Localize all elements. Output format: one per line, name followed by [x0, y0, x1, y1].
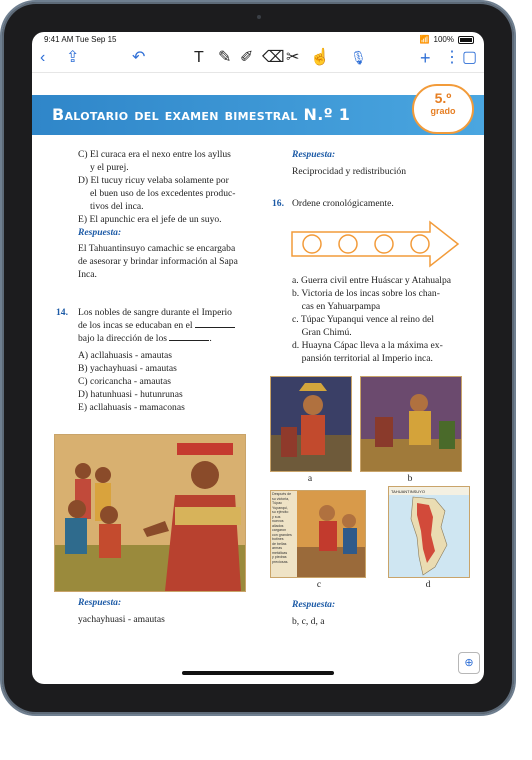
timeline-slot-3[interactable] [375, 235, 393, 253]
screen [32, 32, 484, 684]
option-d: D) El tucuy ricuy velaba solamente por [78, 175, 229, 186]
grade-number: 5.º [434, 90, 452, 106]
q16-option-b-cont: cas en Yahuarpampa [292, 301, 381, 312]
q14-option-b: B) yachayhuasi - amautas [78, 363, 177, 374]
illustration-yachayhuasi [54, 434, 246, 592]
scissors-icon[interactable]: ✂ [286, 49, 300, 66]
caption-line: metálicas [272, 550, 288, 555]
q16-option-d-cont: pansión territorial al Imperio inca. [292, 353, 433, 364]
status-right [420, 35, 474, 44]
timeline-slot-1[interactable] [303, 235, 321, 253]
back-button[interactable]: ‹ [40, 49, 46, 66]
grade-badge [412, 84, 474, 134]
mic-icon[interactable]: 🎙 [350, 50, 367, 65]
right-top [292, 148, 468, 178]
left-column [78, 148, 268, 281]
timeline-arrow [290, 220, 460, 268]
illustration-yachayhuasi-art [55, 435, 245, 591]
answer2-label: Respuesta: [78, 597, 122, 608]
text-tool-icon[interactable]: T [194, 49, 204, 66]
left-answer-bottom [78, 596, 268, 626]
answer-right-text: Reciprocidad y redistribución [292, 166, 407, 177]
q16-options [292, 274, 468, 365]
q14-option-a: A) acllahuasis - amautas [78, 350, 173, 361]
q16-text: Ordene cronológicamente. [292, 198, 394, 209]
answer-label: Respuesta: [78, 227, 122, 238]
toolbar [32, 46, 484, 73]
answer-right2-label: Respuesta: [292, 599, 336, 610]
q16-option-a: a. Guerra civil entre Huáscar y Atahualpa [292, 275, 452, 286]
exam-title: Balotario del examen bimestral N.º 1 [52, 105, 351, 124]
q14: Los nobles de sangre durante el Imperio de los incas se educaban en el bajo la dirección de los . A) acllahuasis - amautas B) yachayhuasi - amautas C) coricancha - amautas D) hatunhuasi - hutunrunas E) acllahuasis - mamaconas [78, 306, 273, 414]
answer-right2-text: b, c, d, a [292, 616, 325, 627]
status-bar [32, 32, 484, 46]
grade-label: grado [430, 106, 456, 116]
option-e: E) El apunchic era el jefe de un suyo. [78, 214, 222, 225]
answer2-text: yachayhuasi - amautas [78, 614, 165, 625]
image-a [270, 376, 352, 472]
camera-dot [257, 15, 261, 19]
caption-line: preciosas. [272, 559, 289, 564]
answer-text-line1: El Tahuantinsuyo camachic se encargaba [78, 243, 236, 254]
caption-line: Después de [272, 492, 292, 496]
caption-line: Yupanqui, [272, 505, 288, 510]
battery-percent: 100% [433, 35, 454, 44]
q14-number-wrap [56, 306, 78, 319]
eraser-icon[interactable]: ⌫ [262, 49, 285, 66]
q14-line1: Los nobles de sangre durante el Imperio [78, 307, 232, 318]
hand-icon[interactable]: ☝ [310, 49, 330, 66]
right-answer-bottom [292, 598, 468, 628]
battery-icon [458, 36, 474, 44]
image-a-art [271, 377, 351, 471]
answer-text-line2: de asesorar y brindar información al Sapa [78, 256, 238, 267]
caption-line: nuevos [272, 519, 284, 523]
more-button[interactable]: ⋮ [444, 49, 460, 66]
image-a-label: a [307, 473, 313, 484]
q14-line2: de los incas se educaban en el [78, 320, 193, 331]
image-d-art [389, 487, 469, 577]
caption-line: botines [272, 537, 284, 541]
image-c-label: c [316, 579, 322, 590]
option-c-cont: y el purej. [90, 162, 129, 173]
q14-line3: bajo la dirección de los [78, 333, 167, 344]
q16-number-wrap [272, 197, 290, 210]
timeline-slot-4[interactable] [411, 235, 429, 253]
share-icon[interactable]: ⇪ [66, 49, 80, 66]
q16-option-b: b. Victoria de los incas sobre los chan- [292, 288, 440, 299]
answer-right-label: Respuesta: [292, 149, 336, 160]
caption-line: con grandes [272, 532, 292, 537]
undo-icon[interactable]: ↶ [132, 49, 146, 66]
option-c: C) El curaca era el nexo entre los ayllus [78, 149, 231, 160]
status-time: 9:41 AM Tue Sep 15 [44, 35, 117, 44]
image-c [270, 490, 366, 578]
option-d-cont2: tivos del inca. [90, 201, 144, 212]
pages-icon[interactable]: ▢ [462, 49, 478, 66]
image-d-label: d [425, 579, 431, 590]
pen-icon[interactable]: ✎ [218, 49, 232, 66]
image-b-art [361, 377, 461, 471]
answer-text-line3: Inca. [78, 269, 97, 280]
image-c-caption [272, 492, 296, 564]
caption-line: aliados [272, 523, 284, 528]
blank-2 [169, 332, 209, 341]
wifi-icon: 📶 [419, 35, 430, 44]
caption-line: armas [272, 546, 282, 550]
caption-line: cargaron [272, 528, 287, 532]
option-d-cont: el buen uso de los excedentes produc- [90, 188, 236, 199]
blank-1 [195, 319, 235, 328]
caption-line: y piedras [272, 555, 287, 559]
add-button[interactable]: + [420, 48, 431, 68]
document-page [32, 84, 484, 654]
caption-line: Túpac [272, 501, 282, 505]
caption-line: de bellas [272, 541, 287, 546]
timeline-slot-2[interactable] [339, 235, 357, 253]
image-d-map [388, 486, 470, 578]
q14-option-c: C) coricancha - amautas [78, 376, 171, 387]
timeline-arrow-svg [290, 220, 460, 268]
q14-option-d: D) hatunhuasi - hutunrunas [78, 389, 183, 400]
image-d-title: TAHUANTINSUYO [391, 489, 425, 494]
image-c-art [297, 491, 365, 577]
caption-line: y sus [272, 514, 281, 519]
image-b [360, 376, 462, 472]
q16-option-c: c. Túpac Yupanqui vence al reino del [292, 314, 434, 325]
q14-option-e: E) acllahuasis - mamaconas [78, 402, 185, 413]
caption-line: su victoria, [272, 496, 290, 501]
q16-number: 16. [272, 198, 284, 209]
q16-title [292, 197, 468, 210]
q14-number: 14. [56, 307, 68, 318]
home-indicator[interactable] [182, 671, 334, 675]
q16-option-d: d. Huayna Cápac lleva a la máxima ex- [292, 340, 443, 351]
image-b-label: b [407, 473, 413, 484]
caption-line: su ejército [272, 510, 289, 514]
highlighter-icon[interactable]: ✐ [240, 49, 254, 66]
q16-option-c-cont: Gran Chimú. [292, 327, 352, 338]
zoom-button[interactable]: ⊕ [458, 652, 480, 674]
